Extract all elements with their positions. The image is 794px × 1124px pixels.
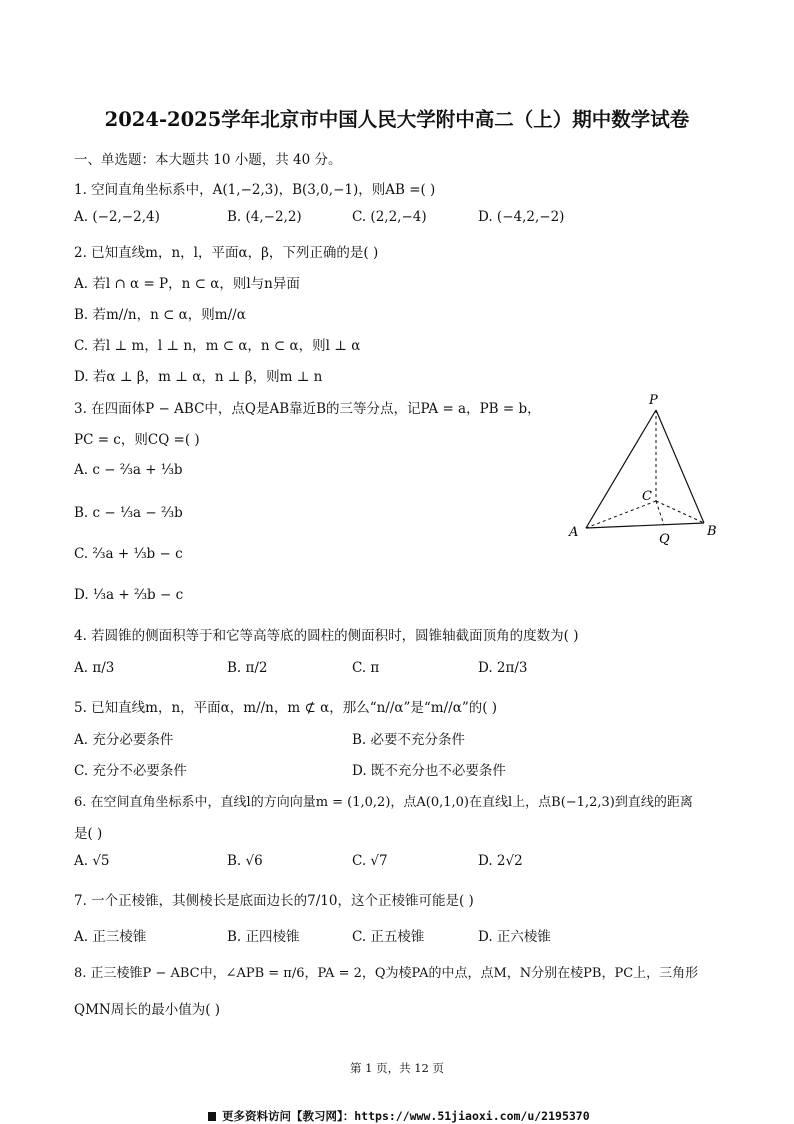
edge-ab — [586, 523, 704, 528]
q5-option-d: D. 既不充分也不必要条件 — [352, 763, 506, 779]
q7-option-d: D. 正六棱锥 — [478, 929, 551, 945]
q4-option-a: A. π/3 — [74, 660, 115, 676]
q8-stem-line2: QMN周长的最小值为( ) — [74, 1002, 221, 1018]
q2-option-c: C. 若l ⊥ m，l ⊥ n，m ⊂ α，n ⊂ α，则l ⊥ α — [74, 338, 361, 354]
section-heading: 一、单选题：本大题共 10 小题，共 40 分。 — [74, 152, 342, 168]
q6-option-b: B. √6 — [227, 853, 263, 869]
q4-option-c: C. π — [352, 660, 380, 676]
q6-option-a: A. √5 — [74, 853, 110, 869]
q7-stem: 7. 一个正棱锥，其侧棱长是底面边长的7/10，这个正棱锥可能是( ) — [74, 893, 474, 909]
q5-stem: 5. 已知直线m，n，平面α，m//n，m ⊄ α，那么“n//α”是“m//α”的( ) — [74, 700, 498, 716]
edge-pa — [586, 410, 656, 528]
q7-option-b: B. 正四棱锥 — [227, 929, 300, 945]
q2-option-a: A. 若l ∩ α = P，n ⊂ α，则l与n异面 — [74, 276, 300, 292]
edge-pb — [656, 410, 704, 523]
q6-option-c: C. √7 — [352, 853, 388, 869]
q3-option-b: B. c − ⅓a − ⅔b — [74, 505, 183, 521]
promo-banner[interactable] — [208, 1108, 590, 1124]
flag-icon — [208, 1112, 216, 1121]
label-a: A — [569, 525, 579, 540]
q2-stem: 2. 已知直线m，n，l，平面α，β，下列正确的是( ) — [74, 245, 379, 261]
q2-option-b: B. 若m//n，n ⊂ α，则m//α — [74, 307, 246, 323]
q3-option-a: A. c − ⅔a + ⅓b — [74, 462, 183, 478]
q5-option-c: C. 充分不必要条件 — [74, 763, 187, 779]
page-title: 2024-2025学年北京市中国人民大学附中高二（上）期中数学试卷 — [104, 108, 690, 131]
q3-stem-line1: 3. 在四面体P − ABC中，点Q是AB靠近B的三等分点，记PA = a，PB = b， — [74, 401, 541, 417]
q1-option-a: A. (−2,−2,4) — [74, 209, 160, 225]
q4-stem: 4. 若圆锥的侧面积等于和它等高等底的圆柱的侧面积时，圆锥轴截面顶角的度数为( ) — [74, 628, 579, 644]
tetrahedron-figure — [560, 385, 730, 555]
q1-stem: 1. 空间直角坐标系中，A(1,−2,3)，B(3,0,−1)，则AB =( ) — [74, 182, 436, 198]
q1-option-d: D. (−4,2,−2) — [478, 209, 565, 225]
page-footer: 第 1 页，共 12 页 — [349, 1061, 445, 1075]
q1-option-c: C. (2,2,−4) — [352, 209, 427, 225]
q4-option-b: B. π/2 — [227, 660, 268, 676]
q3-stem-line2: PC = c，则CQ =( ) — [74, 432, 200, 448]
label-p: P — [649, 393, 658, 408]
q6-stem-line1: 6. 在空间直角坐标系中，直线l的方向向量m = (1,0,2)，点A(0,1,0)在直线l上，点B(−1,2,3)到直线的距离 — [74, 795, 693, 810]
q3-option-c: C. ⅔a + ⅓b − c — [74, 546, 183, 562]
q6-option-d: D. 2√2 — [478, 853, 523, 869]
promo-banner-text: 更多资料访问【教习网】：https://www.51jiaoxi.com/u/2195370 — [222, 1109, 590, 1123]
q7-option-c: C. 正五棱锥 — [352, 929, 425, 945]
label-b: B — [707, 524, 717, 539]
q1-option-b: B. (4,−2,2) — [227, 209, 302, 225]
label-c: C — [642, 489, 652, 504]
q4-option-d: D. 2π/3 — [478, 660, 528, 676]
q7-option-a: A. 正三棱锥 — [74, 929, 147, 945]
q5-option-b: B. 必要不充分条件 — [352, 732, 466, 748]
q8-stem-line1: 8. 正三棱锥P − ABC中，∠APB = π/6，PA = 2，Q为棱PA的中点，点M，N分别在棱PB，PC上，三角形 — [74, 966, 699, 981]
q6-stem-line2: 是( ) — [74, 826, 103, 842]
edge-bc — [656, 501, 704, 523]
edge-ac — [586, 501, 656, 528]
label-q: Q — [659, 532, 670, 547]
q5-option-a: A. 充分必要条件 — [74, 732, 174, 748]
q3-option-d: D. ⅓a + ⅔b − c — [74, 587, 184, 603]
q2-option-d: D. 若α ⊥ β，m ⊥ α，n ⊥ β，则m ⊥ n — [74, 369, 323, 385]
